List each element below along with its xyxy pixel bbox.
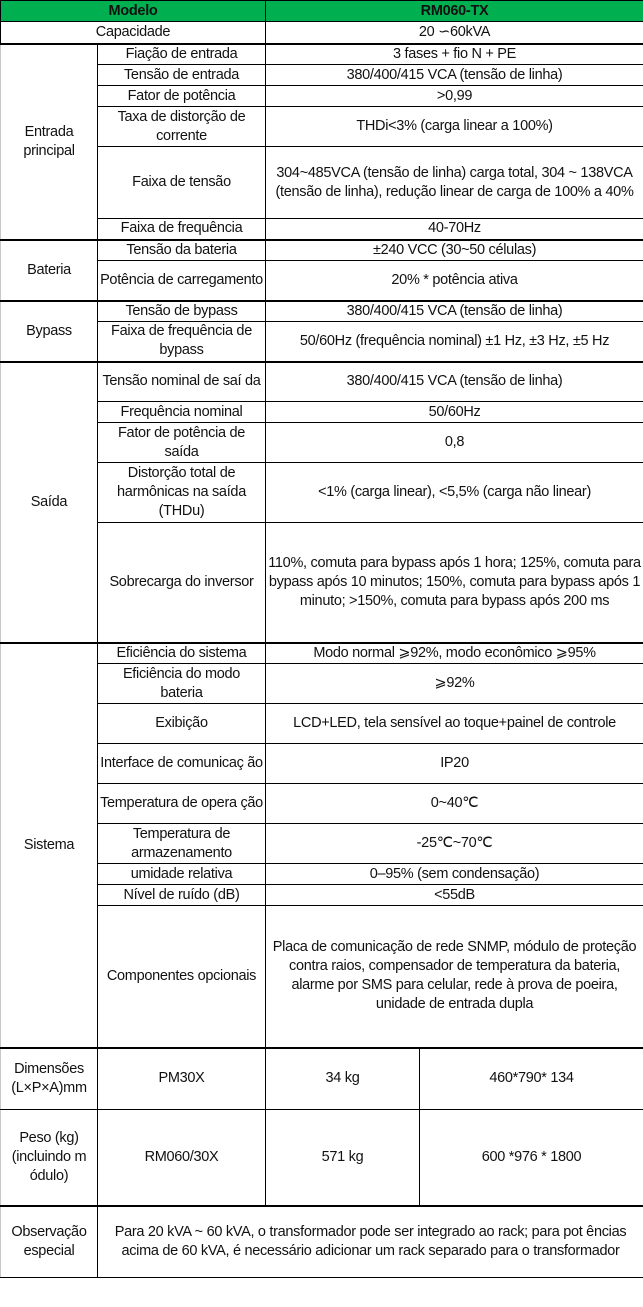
spec-value: 50/60Hz (frequência nominal) ±1 Hz, ±3 Hz, ±5 Hz bbox=[266, 322, 643, 362]
model-header-value: RM060-TX bbox=[266, 1, 643, 22]
weight-value: 571 kg bbox=[266, 1110, 420, 1206]
spec-value: THDi<3% (carga linear a 100%) bbox=[266, 107, 643, 147]
spec-label: Faixa de tensão bbox=[98, 147, 266, 219]
spec-value: 50/60Hz bbox=[266, 402, 643, 423]
spec-label: Frequência nominal bbox=[98, 402, 266, 423]
spec-label: Temperatura de armazenamento bbox=[98, 824, 266, 864]
spec-label: Potência de carregamento bbox=[98, 261, 266, 301]
spec-value: <55dB bbox=[266, 885, 643, 906]
dimensions-size: 460*790* 134 bbox=[420, 1048, 643, 1110]
spec-label: Faixa de frequência bbox=[98, 219, 266, 240]
spec-label: Distorção total de harmônicas na saída (THDu) bbox=[98, 463, 266, 523]
spec-value: 0–95% (sem condensação) bbox=[266, 864, 643, 885]
spec-label: Taxa de distorção de corrente bbox=[98, 107, 266, 147]
spec-value: >0,99 bbox=[266, 86, 643, 107]
spec-value: ⩾92% bbox=[266, 664, 643, 704]
weight-size: 600 *976 * 1800 bbox=[420, 1110, 643, 1206]
spec-label: Fator de potência de saída bbox=[98, 423, 266, 463]
weight-label: Peso (kg) (incluindo m ódulo) bbox=[1, 1110, 98, 1206]
spec-label: Sobrecarga do inversor bbox=[98, 523, 266, 643]
spec-label: Interface de comunicaç ão bbox=[98, 744, 266, 784]
spec-value: <1% (carga linear), <5,5% (carga não linear) bbox=[266, 463, 643, 523]
spec-value: LCD+LED, tela sensível ao toque+painel de controle bbox=[266, 704, 643, 744]
spec-value: 40-70Hz bbox=[266, 219, 643, 240]
spec-label: Eficiência do sistema bbox=[98, 643, 266, 664]
spec-value: 380/400/415 VCA (tensão de linha) bbox=[266, 65, 643, 86]
spec-label: umidade relativa bbox=[98, 864, 266, 885]
capacity-label: Capacidade bbox=[1, 22, 266, 44]
spec-value: 304~485VCA (tensão de linha) carga total, 304 ~ 138VCA (tensão de linha), redução linear de carga de 100% a 40% bbox=[266, 147, 643, 219]
spec-value: 20% * potência ativa bbox=[266, 261, 643, 301]
dimensions-weight: 34 kg bbox=[266, 1048, 420, 1110]
group-bypass-label: Bypass bbox=[1, 301, 98, 362]
spec-value: IP20 bbox=[266, 744, 643, 784]
group-battery-label: Bateria bbox=[1, 240, 98, 301]
model-header-label: Modelo bbox=[1, 1, 266, 22]
note-label: Observação especial bbox=[1, 1206, 98, 1278]
spec-label: Tensão de entrada bbox=[98, 65, 266, 86]
spec-value: Modo normal ⩾92%, modo econômico ⩾95% bbox=[266, 643, 643, 664]
spec-label: Exibição bbox=[98, 704, 266, 744]
group-input-label: Entrada principal bbox=[1, 44, 98, 240]
spec-value: -25℃~70℃ bbox=[266, 824, 643, 864]
spec-label: Tensão de bypass bbox=[98, 301, 266, 322]
spec-label: Fiação de entrada bbox=[98, 44, 266, 65]
group-system-label: Sistema bbox=[1, 643, 98, 1048]
spec-label: Tensão nominal de saí da bbox=[98, 362, 266, 402]
spec-value: 0~40℃ bbox=[266, 784, 643, 824]
capacity-value: 20 ∽60kVA bbox=[266, 22, 643, 44]
spec-value: 380/400/415 VCA (tensão de linha) bbox=[266, 301, 643, 322]
spec-label: Faixa de frequência de bypass bbox=[98, 322, 266, 362]
weight-model: RM060/30X bbox=[98, 1110, 266, 1206]
spec-value: Placa de comunicação de rede SNMP, módulo de proteção contra raios, compensador de temperatura da bateria, alarme por SMS para celular, rede à prova de poeira, unidade de entrada dupla bbox=[266, 906, 643, 1048]
note-value: Para 20 kVA ~ 60 kVA, o transformador pode ser integrado ao rack; para pot ências acima de 60 kVA, é necessário adicionar um rack separado para o transformador bbox=[98, 1206, 643, 1278]
spec-label: Componentes opcionais bbox=[98, 906, 266, 1048]
spec-label: Fator de potência bbox=[98, 86, 266, 107]
spec-value: 380/400/415 VCA (tensão de linha) bbox=[266, 362, 643, 402]
spec-value: ±240 VCC (30~50 células) bbox=[266, 240, 643, 261]
spec-label: Temperatura de opera ção bbox=[98, 784, 266, 824]
dimensions-model: PM30X bbox=[98, 1048, 266, 1110]
spec-value: 110%, comuta para bypass após 1 hora; 125%, comuta para bypass após 10 minutos; 150%, comuta para bypass após 1 minuto; >150%, comuta para bypass após 200 ms bbox=[266, 523, 643, 643]
dimensions-label: Dimensões (L×P×A)mm bbox=[1, 1048, 98, 1110]
spec-value: 3 fases + fio N + PE bbox=[266, 44, 643, 65]
spec-value: 0,8 bbox=[266, 423, 643, 463]
group-output-label: Saída bbox=[1, 362, 98, 643]
spec-label: Tensão da bateria bbox=[98, 240, 266, 261]
spec-label: Eficiência do modo bateria bbox=[98, 664, 266, 704]
spec-label: Nível de ruído (dB) bbox=[98, 885, 266, 906]
